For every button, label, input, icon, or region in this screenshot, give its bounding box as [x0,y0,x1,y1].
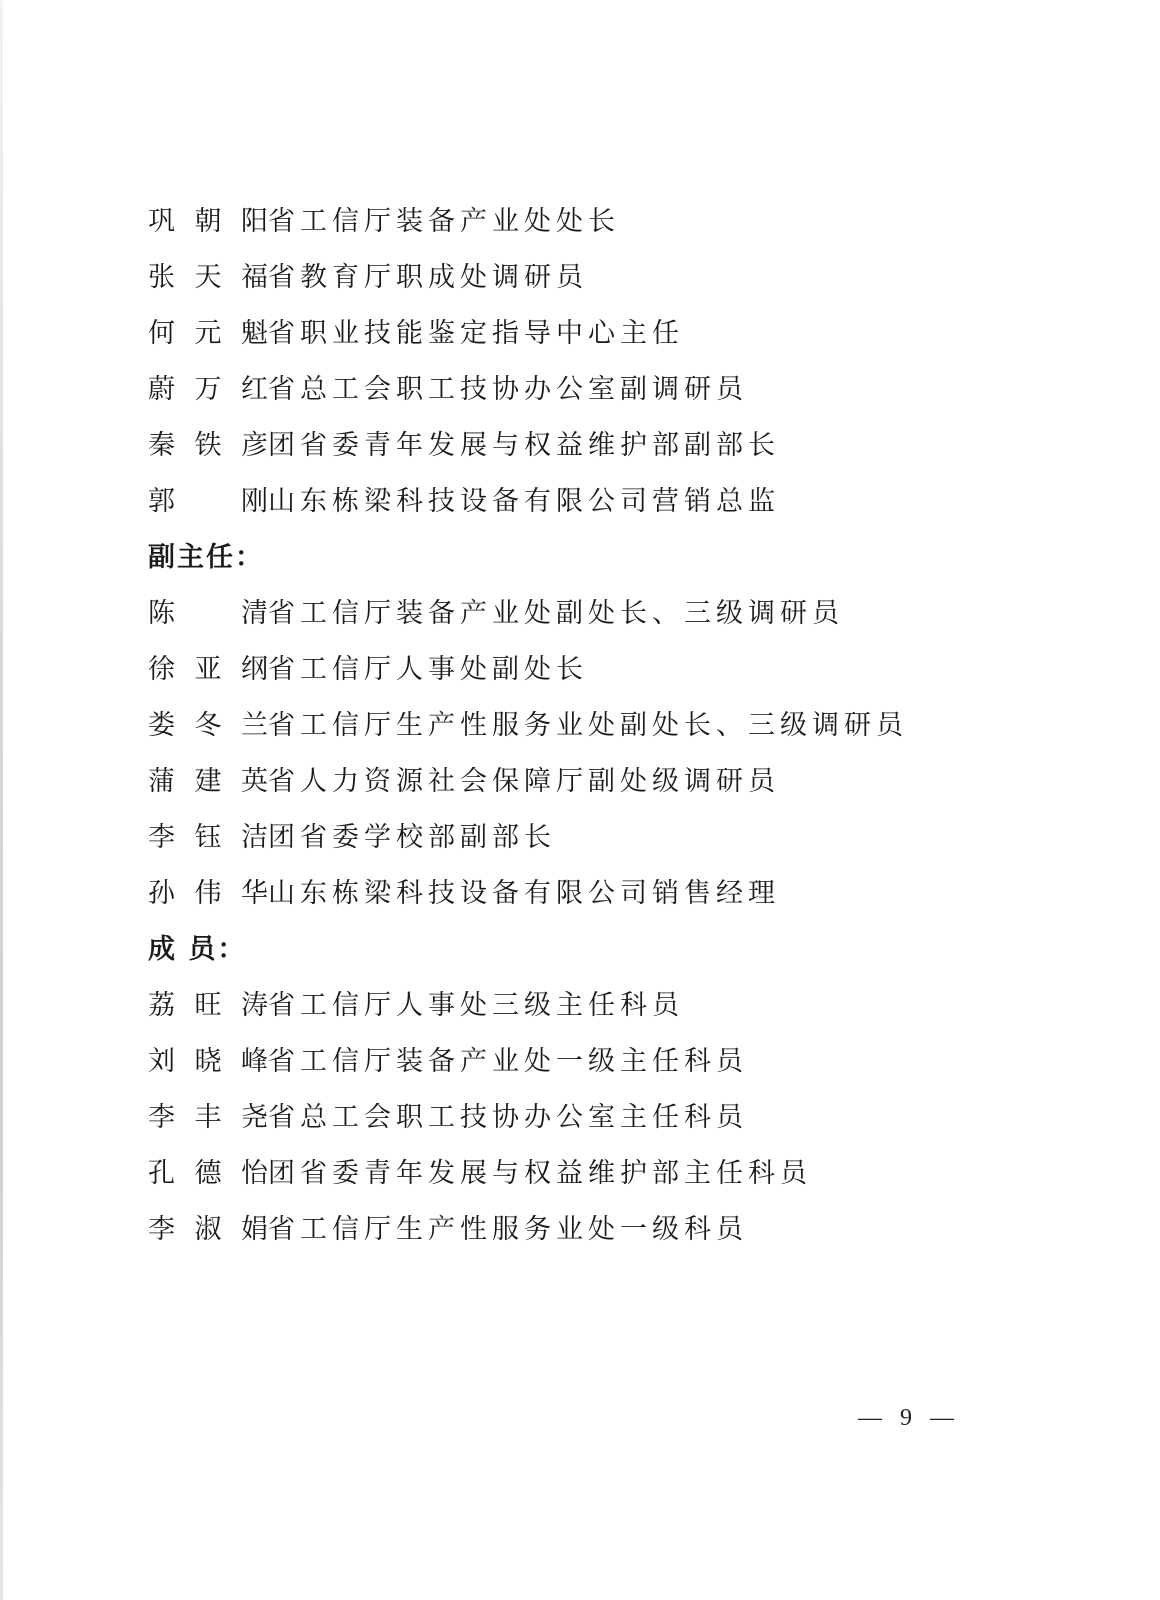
member-title: 团省委青年发展与权益维护部主任科员 [268,1157,812,1189]
member-row [148,470,1028,526]
member-title: 省工信厅人事处三级主任科员 [268,989,684,1021]
member-row [148,1198,1028,1254]
member-row [148,302,1028,358]
member-row [148,806,1028,862]
member-name: 李 钰 洁 [148,821,268,853]
member-title: 省工信厅装备产业处副处长、三级调研员 [268,597,844,629]
member-title: 省总工会职工技协办公室副调研员 [268,373,748,405]
member-row [148,414,1028,470]
member-title: 省工信厅人事处副处长 [268,653,588,685]
member-title: 山东栋梁科技设备有限公司营销总监 [268,485,780,517]
member-row [148,862,1028,918]
member-name: 孙 伟 华 [148,877,268,909]
member-title: 省工信厅生产性服务业处副处长、三级调研员 [268,709,908,741]
member-row [148,694,1028,750]
member-name: 荔 旺 涛 [148,989,268,1021]
member-row [148,1086,1028,1142]
member-name: 巩 朝 阳 [148,205,268,237]
member-row [148,1030,1028,1086]
member-name: 张 天 福 [148,261,268,293]
scan-edge [0,0,3,1600]
member-title: 省总工会职工技协办公室主任科员 [268,1101,748,1133]
member-name: 娄 冬 兰 [148,709,268,741]
page-number: — 9 — [858,1405,960,1431]
section-heading: 副主任： [148,541,264,573]
member-title: 山东栋梁科技设备有限公司销售经理 [268,877,780,909]
member-name: 徐 亚 纲 [148,653,268,685]
member-name: 秦 铁 彦 [148,429,268,461]
member-row [148,1142,1028,1198]
member-name: 郭 刚 [148,485,268,517]
member-name: 蔚 万 红 [148,373,268,405]
member-row [148,974,1028,1030]
member-row [148,582,1028,638]
member-name: 刘 晓 峰 [148,1045,268,1077]
member-title: 省职业技能鉴定指导中心主任 [268,317,684,349]
member-row [148,246,1028,302]
member-name: 蒲 建 英 [148,765,268,797]
member-title: 省工信厅装备产业处一级主任科员 [268,1045,748,1077]
member-row [148,190,1028,246]
member-name: 陈 清 [148,597,268,629]
member-name: 孔 德 怡 [148,1157,268,1189]
section-heading: 成 员： [148,933,247,965]
member-name: 李 丰 尧 [148,1101,268,1133]
member-title: 省教育厅职成处调研员 [268,261,588,293]
member-list [148,190,1028,1254]
member-row [148,358,1028,414]
member-title: 团省委学校部副部长 [268,821,556,853]
member-row [148,750,1028,806]
member-title: 省工信厅生产性服务业处一级科员 [268,1213,748,1245]
member-row [148,638,1028,694]
member-title: 团省委青年发展与权益维护部副部长 [268,429,780,461]
member-name: 何 元 魁 [148,317,268,349]
member-title: 省工信厅装备产业处处长 [268,205,620,237]
member-name: 李 淑 娟 [148,1213,268,1245]
member-title: 省人力资源社会保障厅副处级调研员 [268,765,780,797]
